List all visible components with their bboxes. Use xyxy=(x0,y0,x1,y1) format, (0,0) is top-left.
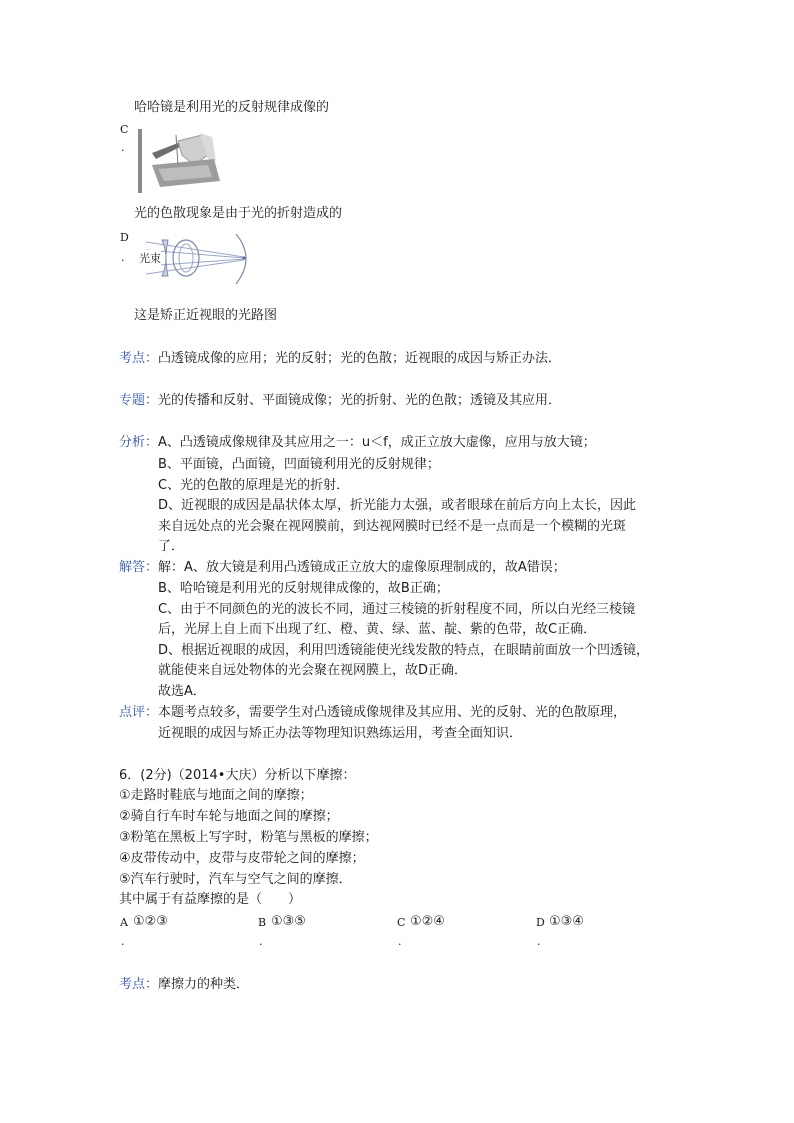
q5-jieda-line: B、哈哈镜是利用光的反射规律成像的，故B正确； xyxy=(158,581,449,596)
q6-option-a-dot: . xyxy=(121,935,125,948)
q6-item: ⑤汽车行驶时，汽车与空气之间的摩擦． xyxy=(119,872,352,887)
diagram-label-light-beam: 光束 xyxy=(139,250,161,268)
q5-kaodian: 凸透镜成像的应用；光的反射；光的色散；近视眼的成因与矫正办法． xyxy=(158,351,562,366)
q6-option-d-dot: . xyxy=(537,935,541,948)
q5-fenxi-line: D、近视眼的成因是晶状体太厚，折光能力太强，或者眼球在前后方向上太长，因此 xyxy=(158,498,637,513)
q5-zhuanti: 光的传播和反射、平面镜成像；光的折射、光的色散；透镜及其应用． xyxy=(158,393,562,408)
q6-option-b-dot: . xyxy=(259,935,263,948)
q5-fenxi-label: 分析： xyxy=(119,435,159,450)
q5-jieda-line: 后，光屏上自上而下出现了红、橙、黄、绿、蓝、靛、紫的色带，故C正确． xyxy=(158,622,597,637)
q6-kaodian-label: 考点： xyxy=(119,977,159,992)
option-d-letter: D xyxy=(120,231,129,244)
option-c-dot: . xyxy=(121,141,125,154)
funhouse-mirror-image xyxy=(138,125,222,195)
q5-dianping-line: 近视眼的成因与矫正办法等物理知识熟练运用，考查全面知识． xyxy=(158,726,523,741)
q6-option-c-letter: C xyxy=(397,916,406,929)
q6-item: ④皮带传动中，皮带与皮带轮之间的摩擦； xyxy=(119,851,365,866)
q5-jieda-line: 解：A、放大镜是利用凸透镜成正立放大的虚像原理制成的，故A错误； xyxy=(158,560,566,575)
q6-option-b-letter: B xyxy=(258,916,267,929)
q5-fenxi-line: B、平面镜，凸面镜，凹面镜利用光的反射规律； xyxy=(158,457,440,472)
q6-question: 其中属于有益摩擦的是（ ） xyxy=(119,892,302,907)
q6-option-c-dot: . xyxy=(398,935,402,948)
q5-jieda-line: 故选A． xyxy=(158,684,206,699)
q5-jieda-label: 解答： xyxy=(119,560,159,575)
q5-jieda-line: D、根据近视眼的成因，利用凹透镜能使光线发散的特点，在眼睛前面放一个凹透镜， xyxy=(158,643,650,658)
q5-zhuanti-label: 专题： xyxy=(119,393,159,408)
option-c-text: 哈哈镜是利用光的反射规律成像的 xyxy=(134,100,330,115)
q6-option-d-letter: D xyxy=(536,916,545,929)
q6-option-a-letter: A xyxy=(120,916,128,929)
q6-head: 6．(2分)（2014•大庆）分析以下摩擦： xyxy=(119,768,356,783)
q5-dianping-line: 本题考点较多，需要学生对凸透镜成像规律及其应用、光的反射、光的色散原理， xyxy=(158,705,627,720)
q6-option-d-text: ①③④ xyxy=(549,914,584,929)
q5-kaodian-label: 考点： xyxy=(119,351,159,366)
q6-option-b-text: ①③⑤ xyxy=(271,914,306,929)
option-d-text: 这是矫正近视眼的光路图 xyxy=(134,308,278,323)
option-c-letter: C xyxy=(120,123,129,136)
q5-jieda-line: 就能使来自远处物体的光会聚在视网膜上，故D正确． xyxy=(158,663,468,678)
option-d-prev-text: 光的色散现象是由于光的折射造成的 xyxy=(134,206,343,221)
q6-item: ①走路时鞋底与地面之间的摩擦； xyxy=(119,788,313,803)
q5-fenxi-line: 来自远处点的光会聚在视网膜前，到达视网膜时已经不是一点而是一个模糊的光斑 xyxy=(158,519,627,534)
q6-kaodian: 摩擦力的种类． xyxy=(158,977,250,992)
q6-item: ③粉笔在黑板上写字时，粉笔与黑板的摩擦； xyxy=(119,830,378,845)
q6-option-a-text: ①②③ xyxy=(133,914,168,929)
option-d-dot: . xyxy=(121,251,125,264)
q5-jieda-line: C、由于不同颜色的光的波长不同，通过三棱镜的折射程度不同，所以白光经三棱镜 xyxy=(158,602,636,617)
q6-option-c-text: ①②④ xyxy=(410,914,445,929)
q5-dianping-label: 点评： xyxy=(119,705,159,720)
q5-fenxi-line: C、光的色散的原理是光的折射． xyxy=(158,478,350,493)
q6-item: ②骑自行车时车轮与地面之间的摩擦； xyxy=(119,809,339,824)
q5-fenxi-line: 了． xyxy=(158,539,185,554)
q5-fenxi-line: A、凸透镜成像规律及其应用之一：u＜f，成正立放大虚像，应用与放大镜； xyxy=(158,435,596,450)
